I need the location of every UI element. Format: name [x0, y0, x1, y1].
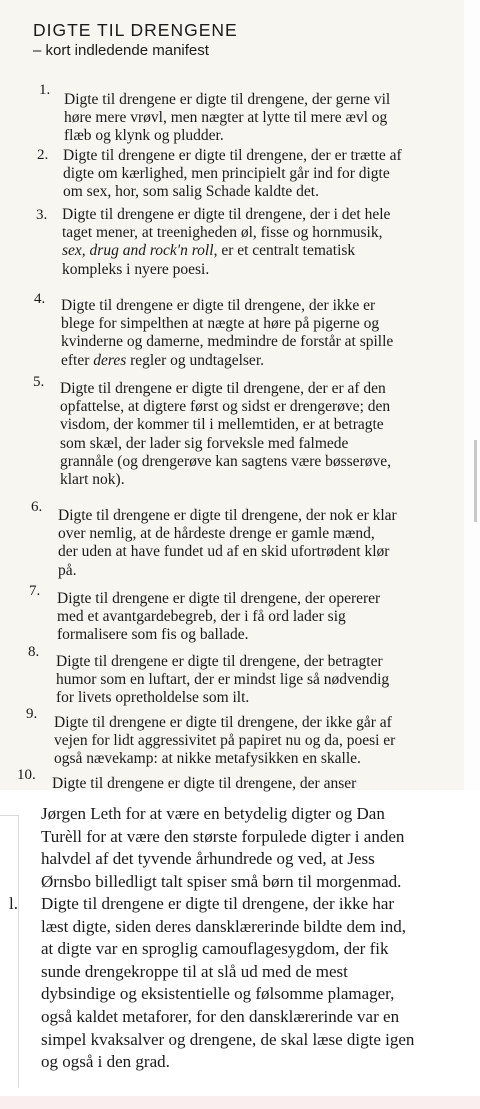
item-number: 5. [33, 374, 45, 390]
item-text: Digte til drengene er digte til drengene, der ikke er blege for simpelthen at nægte at høre på pigerne og kvinderne og damerne, medmindre de forstår at spille efter deres regler og undtagelser. [61, 297, 394, 369]
item-number: 7. [29, 583, 41, 599]
italic-word: deres [93, 351, 127, 369]
item-text: Digte til drengene er digte til drengene, der ikke går af vejen for lidt aggressivitet på papiret nu og da, poesi er også nævekamp: at nikke metafysikken en skalle. [54, 714, 396, 768]
document-title: DIGTE TIL DRENGENE [33, 20, 238, 40]
item-number: 10. [17, 767, 36, 783]
item-text: Digte til drengene er digte til drengene, der ikke har læst digte, siden deres dansklærerinde bildte dem ind, at digte var en sproglig camouflagesygdom, der fik sunde drengekroppe til at slå ud med de mest dybsindige og eksistentielle og følsomme plamager, også kaldet metaforer, for den dansklærerinde var en simpel kvaksalver og drengene, de skal læse digte igen og også i den grad. [41, 894, 415, 1072]
item-number: 3. [36, 207, 48, 223]
item-number: 8. [28, 644, 40, 660]
gutter-shadow [474, 440, 477, 522]
item-text: Digte til drengene er digte til drengene, der opererer med et avantgardebegreb, der i få ord lader sig formalisere som fis og ballade. [57, 590, 381, 644]
item-text: Digte til drengene er digte til drengene, der er trætte af digte om kærlighed, men principielt går ind for digte om sex, hor, som salig Schade kaldte det. [63, 147, 402, 201]
item-text: Digte til drengene er digte til drengene, der anser [52, 775, 357, 792]
item-text: Jørgen Leth for at være en betydelig digter og Dan Turèll for at være den største forpulede digter i anden halvdel af det tyvende århundrede og ved, at Jess Ørnsbo billedligt talt spiser små børn til morgenmad. [41, 804, 405, 891]
item-text: Digte til drengene er digte til drengene, der gerne vil høre mere vrøvl, men nægter at lytte til mere ævl og flæb og klynk og pludder. [64, 91, 391, 145]
item-text: Digte til drengene er digte til drengene, der er af den opfattelse, at digtere først og sidst er drengerøve; den visdom, der kommer til i mellemtiden, er at betragte som skæl, der lader sig forveksle med falmede grannåle (og drengerøve kan sagtens være bøsserøve, klart nok). [60, 380, 391, 488]
italic-phrase: sex, drug and rock'n roll [62, 242, 214, 260]
scan-frame-edge [0, 815, 19, 1088]
scan-margin [464, 0, 480, 790]
document-subtitle: – kort indledende manifest [33, 42, 209, 59]
item-number: 2. [37, 147, 49, 163]
item-text: Digte til drengene er digte til drengene, der betragter humor som en luftart, der er mindst lige så nødvendig for livets opretholdelse som ilt. [56, 653, 390, 707]
item-text: Digte til drengene er digte til drengene, der nok er klar over nemlig, at de hårdeste drenge er gamle mænd, der uden at have fundet ud af en skid ufortrødent klør på. [58, 507, 397, 579]
item-number: 4. [34, 291, 46, 307]
item-number: 6. [31, 499, 43, 515]
item-text: Digte til drengene er digte til drengene, der i det hele taget mener, at treenigheden øl, fisse og hornmusik, sex, drug and rock'n roll, er et centralt tematisk kompleks i nyere poesi. [62, 206, 391, 278]
item-number: 9. [26, 706, 38, 722]
scan-bottom-edge [0, 1096, 480, 1109]
item-number: 1. [39, 82, 51, 98]
item-number: l. [9, 894, 18, 913]
